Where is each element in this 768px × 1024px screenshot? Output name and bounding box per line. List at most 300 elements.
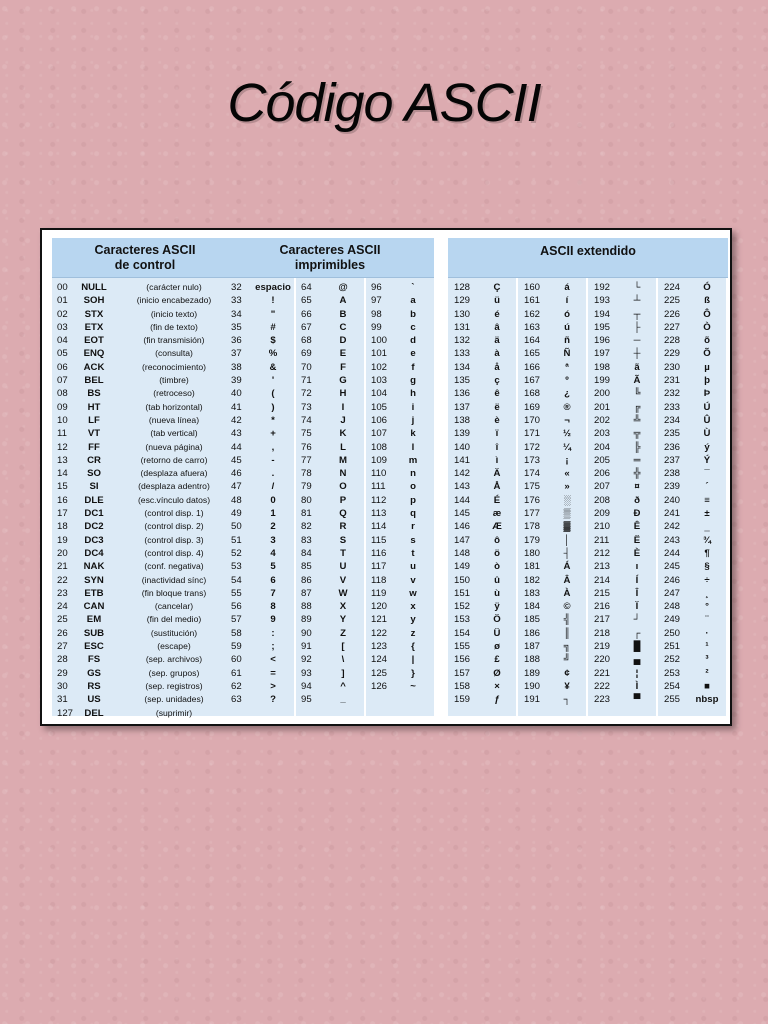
table-row	[366, 600, 434, 613]
table-row	[588, 374, 656, 387]
table-row	[588, 574, 656, 587]
table-row	[588, 653, 656, 666]
table-row	[296, 347, 364, 360]
code-number: 58	[231, 627, 242, 639]
table-row	[658, 414, 726, 427]
code-number: 210	[594, 521, 611, 533]
control-symbol: BS	[87, 388, 101, 400]
table-row	[658, 387, 726, 400]
code-number: 118	[371, 574, 387, 586]
code-number: 179	[524, 534, 541, 546]
control-description: (sep. archivos)	[145, 654, 203, 665]
character: L	[340, 441, 346, 453]
control-description: (desplaza adentro)	[138, 481, 210, 492]
character: ┼	[633, 348, 641, 360]
code-number: 26	[57, 627, 68, 639]
code-number: 171	[524, 428, 541, 440]
table-row	[296, 520, 364, 533]
character: ╩	[633, 414, 641, 426]
character: ;	[271, 641, 275, 653]
character: ª	[565, 361, 569, 373]
code-number: 248	[664, 601, 681, 613]
character: Ì	[635, 680, 639, 692]
table-row	[52, 321, 238, 334]
table-row	[52, 414, 238, 427]
code-number: 194	[594, 308, 611, 320]
control-description: (fin de texto)	[150, 321, 198, 332]
character: @	[338, 282, 348, 293]
character: ┐	[563, 694, 571, 706]
code-number: 153	[454, 614, 471, 626]
character: Ò	[703, 321, 711, 333]
character: m	[408, 454, 418, 466]
code-number: 149	[454, 561, 471, 573]
code-number: 25	[57, 614, 68, 626]
control-description: (carácter nulo)	[146, 282, 202, 292]
table-row	[518, 600, 586, 613]
character: #	[270, 321, 276, 333]
code-number: 123	[371, 641, 388, 653]
character: ≡	[704, 494, 710, 506]
code-number: 67	[301, 321, 312, 333]
code-number: 152	[454, 601, 471, 613]
character: à	[494, 348, 500, 360]
character: á	[564, 282, 570, 293]
table-row	[518, 640, 586, 653]
code-number: 154	[454, 627, 471, 639]
code-number: 151	[454, 587, 471, 599]
code-number: 117	[371, 561, 387, 573]
code-number: 165	[524, 348, 541, 360]
character: Î	[635, 587, 639, 599]
table-row	[366, 547, 434, 560]
table-row	[366, 427, 434, 440]
code-number: 214	[594, 574, 611, 586]
printable-heading-line2: imprimibles	[294, 257, 366, 272]
table-row	[52, 574, 238, 587]
table-row	[296, 613, 364, 626]
character: §	[704, 561, 710, 573]
character: Q	[339, 508, 347, 520]
code-number: 77	[301, 454, 312, 466]
code-number: 00	[57, 282, 68, 293]
table-row	[658, 294, 726, 307]
table-row	[448, 560, 516, 573]
table-row	[366, 494, 434, 507]
character: 5	[270, 561, 276, 573]
character: D	[339, 335, 347, 347]
control-description: (desplaza afuera)	[140, 468, 208, 479]
character: *	[271, 414, 275, 426]
code-number: 224	[664, 282, 681, 293]
code-number: 191	[524, 694, 541, 706]
code-number: 202	[594, 414, 611, 426]
code-number: 170	[524, 414, 541, 426]
code-number: 10	[57, 414, 68, 426]
code-number: 39	[231, 375, 242, 387]
code-number: 133	[454, 348, 471, 360]
code-number: 18	[57, 521, 68, 533]
character: F	[340, 361, 346, 373]
character: w	[409, 587, 417, 599]
control-description: (fin del medio)	[146, 614, 202, 625]
table-row	[448, 574, 516, 587]
code-number: 95	[301, 694, 312, 706]
character: Í	[635, 574, 639, 586]
table-row	[588, 640, 656, 653]
character: ╣	[563, 614, 571, 626]
printable-heading-line1: Caracteres ASCII	[279, 242, 381, 257]
table-row	[52, 427, 238, 440]
code-number: 64	[301, 282, 312, 293]
table-row	[448, 427, 516, 440]
code-number: 50	[231, 521, 242, 533]
code-number: 230	[664, 361, 681, 373]
character: ø	[494, 641, 500, 653]
table-row	[226, 574, 294, 587]
table-row	[296, 693, 364, 706]
control-symbol: DEL	[84, 707, 104, 719]
table-row	[226, 600, 294, 613]
extended-column	[448, 278, 516, 716]
table-row	[588, 627, 656, 640]
code-number: 112	[371, 494, 387, 506]
control-symbol: DLE	[84, 494, 104, 506]
control-symbol: DC1	[84, 508, 104, 520]
table-row	[296, 574, 364, 587]
table-row	[588, 560, 656, 573]
character: ┤	[563, 547, 571, 559]
table-row	[366, 587, 434, 600]
code-number: 16	[57, 494, 68, 506]
table-row	[366, 640, 434, 653]
character: K	[339, 428, 347, 440]
character: .	[271, 468, 275, 480]
code-number: 211	[594, 534, 610, 546]
table-row	[448, 387, 516, 400]
table-row	[658, 680, 726, 693]
code-number: 139	[454, 428, 471, 440]
control-description: (reconocimiento)	[142, 361, 206, 372]
code-number: 193	[594, 295, 611, 307]
code-number: 44	[231, 441, 242, 453]
table-row	[226, 467, 294, 480]
character: è	[494, 414, 500, 426]
control-description: (control disp. 2)	[144, 521, 204, 532]
character: ã	[634, 361, 640, 373]
character: Ú	[703, 401, 711, 413]
code-number: 121	[371, 614, 388, 626]
table-row	[296, 494, 364, 507]
code-number: 37	[231, 348, 242, 360]
code-number: 129	[454, 295, 471, 307]
code-number: 236	[664, 441, 681, 453]
code-number: 222	[594, 680, 611, 692]
character: ÷	[704, 574, 710, 586]
code-number: 255	[664, 694, 681, 706]
character: ³	[705, 654, 709, 666]
control-heading	[52, 238, 238, 278]
code-number: 200	[594, 388, 611, 400]
control-description: (nueva línea)	[148, 414, 200, 425]
control-symbol: STX	[84, 308, 104, 320]
table-row	[518, 627, 586, 640]
character: }	[411, 667, 415, 679]
code-number: 185	[524, 614, 541, 626]
table-row	[658, 640, 726, 653]
control-description: (sep. registros)	[145, 680, 203, 691]
character: z	[410, 627, 416, 639]
character: ¢	[564, 667, 570, 679]
character: Å	[493, 481, 501, 493]
control-symbol: HT	[87, 401, 101, 413]
code-number: 125	[371, 667, 388, 679]
character: $	[270, 335, 276, 347]
printable-heading	[226, 238, 434, 278]
table-row	[518, 667, 586, 680]
character: J	[340, 414, 346, 426]
character: N	[339, 468, 347, 480]
character: s	[410, 534, 416, 546]
code-number: 226	[664, 308, 681, 320]
character: <	[270, 654, 276, 666]
character: B	[339, 308, 347, 320]
character: ô	[494, 534, 500, 546]
code-number: 88	[301, 601, 312, 613]
table-row	[588, 387, 656, 400]
table-row	[226, 401, 294, 414]
character: °	[705, 601, 709, 613]
character: f	[411, 361, 415, 373]
table-row	[588, 507, 656, 520]
code-number: 243	[664, 534, 681, 546]
table-row	[296, 414, 364, 427]
character: æ	[492, 508, 502, 520]
table-row	[518, 441, 586, 454]
control-symbol: ETB	[84, 587, 104, 599]
table-row	[366, 414, 434, 427]
code-number: 225	[664, 295, 681, 307]
code-number: 127	[57, 707, 74, 719]
table-row	[518, 454, 586, 467]
code-number: 48	[231, 494, 242, 506]
character: »	[564, 481, 570, 493]
code-number: 92	[301, 654, 312, 666]
character: «	[564, 468, 570, 480]
table-row	[296, 653, 364, 666]
code-number: 252	[664, 654, 681, 666]
table-row	[448, 640, 516, 653]
code-number: 159	[454, 694, 471, 706]
control-column	[52, 278, 238, 719]
code-number: 60	[231, 654, 242, 666]
character: ■	[704, 680, 710, 692]
table-row	[448, 321, 516, 334]
table-row	[296, 308, 364, 321]
table-row	[52, 441, 238, 454]
table-row	[52, 600, 238, 613]
table-row	[226, 693, 294, 706]
control-description: (sep. unidades)	[144, 694, 204, 705]
table-row	[296, 547, 364, 560]
table-row	[588, 494, 656, 507]
character: ú	[564, 321, 570, 333]
character: ├	[633, 321, 641, 333]
control-symbol: CR	[87, 454, 101, 466]
control-description: (control disp. 1)	[144, 508, 204, 519]
character: ß	[704, 295, 710, 307]
code-number: 161	[524, 295, 541, 307]
code-number: 21	[57, 561, 68, 573]
code-number: 07	[57, 375, 68, 387]
character: A	[339, 295, 347, 307]
table-row	[588, 427, 656, 440]
character: ì	[495, 454, 499, 466]
table-row	[52, 361, 238, 374]
table-row	[448, 667, 516, 680]
code-number: 14	[57, 468, 68, 480]
control-symbol: NULL	[81, 282, 107, 293]
character: ¶	[704, 547, 710, 559]
code-number: 05	[57, 348, 68, 360]
code-number: 100	[371, 335, 388, 347]
character: î	[495, 441, 499, 453]
code-number: 223	[594, 694, 611, 706]
table-row	[226, 653, 294, 666]
table-row	[658, 427, 726, 440]
table-row	[52, 667, 238, 680]
character: 1	[270, 508, 276, 520]
code-number: 08	[57, 388, 68, 400]
table-row	[296, 361, 364, 374]
character: I	[341, 401, 345, 413]
code-number: 63	[231, 694, 242, 706]
table-row	[52, 560, 238, 573]
control-description: (control disp. 3)	[144, 534, 204, 545]
character: espacio	[255, 282, 291, 293]
table-row	[296, 467, 364, 480]
table-row	[52, 627, 238, 640]
character: )	[271, 401, 275, 413]
table-row	[588, 480, 656, 493]
character: ò	[494, 561, 500, 573]
code-number: 56	[231, 601, 242, 613]
code-number: 119	[371, 587, 387, 599]
code-number: 30	[57, 680, 68, 692]
code-number: 87	[301, 587, 312, 599]
character: ²	[705, 667, 709, 679]
code-number: 142	[454, 468, 471, 480]
table-row	[366, 627, 434, 640]
character: ┌	[633, 627, 641, 639]
character: Ö	[493, 614, 501, 626]
code-number: 106	[371, 414, 388, 426]
control-heading-line2: de control	[114, 257, 176, 272]
table-row	[226, 387, 294, 400]
table-row	[448, 693, 516, 706]
table-row	[518, 560, 586, 573]
character: G	[339, 375, 347, 387]
table-row	[226, 534, 294, 547]
character: t	[411, 547, 415, 559]
character: ¼	[562, 441, 571, 453]
code-number: 163	[524, 321, 541, 333]
table-row	[226, 361, 294, 374]
code-number: 31	[57, 694, 68, 706]
code-number: 246	[664, 574, 681, 586]
character: e	[410, 348, 416, 360]
table-row	[448, 600, 516, 613]
table-row	[448, 374, 516, 387]
code-number: 19	[57, 534, 68, 546]
code-number: 122	[371, 627, 388, 639]
table-row	[226, 587, 294, 600]
character: X	[339, 601, 347, 613]
character: ¨	[705, 614, 709, 626]
code-number: 22	[57, 574, 68, 586]
code-number: 249	[664, 614, 681, 626]
character: -	[271, 454, 275, 466]
table-row	[448, 680, 516, 693]
table-row	[52, 534, 238, 547]
table-row	[658, 374, 726, 387]
code-number: 212	[594, 547, 611, 559]
character: R	[339, 521, 347, 533]
table-row	[588, 414, 656, 427]
code-number: 115	[371, 534, 387, 546]
character: ¾	[702, 534, 711, 546]
character: k	[410, 428, 416, 440]
code-number: 75	[301, 428, 312, 440]
character: Ã	[633, 375, 641, 387]
character: û	[494, 574, 500, 586]
control-description: (nueva página)	[145, 441, 203, 452]
table-row	[296, 454, 364, 467]
code-number: 29	[57, 667, 68, 679]
control-description: (tab vertical)	[150, 428, 198, 439]
table-row	[448, 454, 516, 467]
character: Õ	[703, 348, 711, 360]
table-row	[52, 281, 238, 294]
character: ─	[633, 335, 641, 347]
table-row	[658, 401, 726, 414]
control-description: (tab horizontal)	[145, 401, 203, 412]
character: ▄	[633, 654, 641, 666]
table-row	[588, 600, 656, 613]
table-row	[658, 334, 726, 347]
table-row	[518, 480, 586, 493]
table-row	[296, 627, 364, 640]
character: º	[565, 375, 569, 387]
character: ╝	[563, 654, 571, 666]
table-row	[52, 454, 238, 467]
table-row	[448, 414, 516, 427]
character: ä	[494, 335, 500, 347]
table-row	[518, 387, 586, 400]
code-number: 181	[524, 561, 541, 573]
table-row	[658, 560, 726, 573]
control-symbol: DC3	[84, 534, 104, 546]
table-row	[52, 334, 238, 347]
code-number: 157	[454, 667, 471, 679]
character: ñ	[564, 335, 570, 347]
code-number: 205	[594, 454, 611, 466]
code-number: 62	[231, 680, 242, 692]
character: ð	[634, 494, 640, 506]
code-number: 162	[524, 308, 541, 320]
code-number: 186	[524, 627, 541, 639]
character: n	[410, 468, 416, 480]
